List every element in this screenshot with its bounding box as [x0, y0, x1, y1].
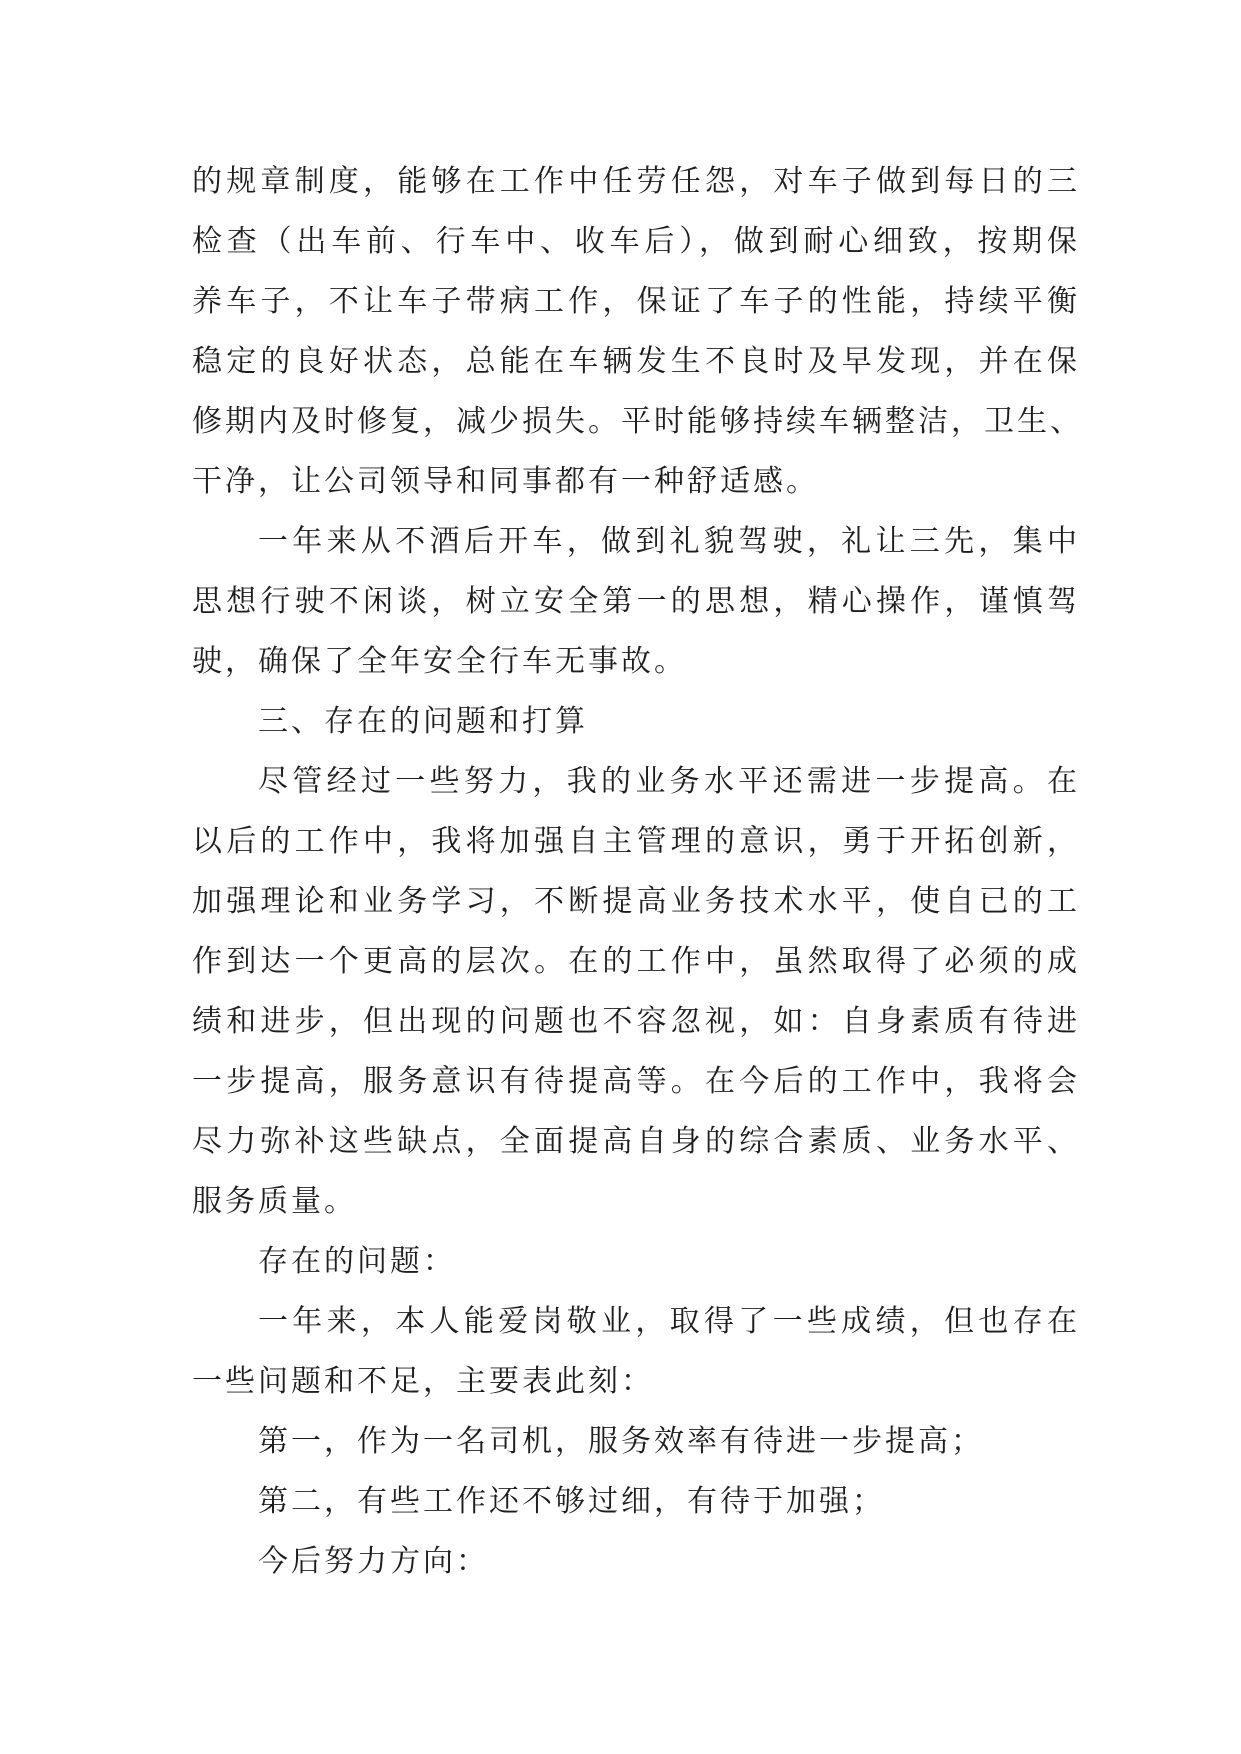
- text-line: 第二，有些工作还不够过细，有待于加强；: [258, 1484, 885, 1519]
- paragraph: [192, 1472, 1080, 1532]
- text-line: 修期内及时修复，减少损失。平时能够持续车辆整洁，卫生、: [192, 404, 1083, 439]
- paragraph: [192, 1232, 1080, 1292]
- text-line: 尽力弥补这些缺点，全面提高自身的综合素质、业务水平、: [192, 1124, 1080, 1159]
- text-line: 第一，作为一名司机，服务效率有待进一步提高；: [258, 1424, 984, 1459]
- paragraph: [192, 1292, 1080, 1412]
- text-line: 驶，确保了全年安全行车无事故。: [192, 644, 687, 679]
- text-line: 养车子，不让车子带病工作，保证了车子的性能，持续平衡: [192, 284, 1080, 319]
- text-line: 一年来，本人能爱岗敬业，取得了一些成绩，但也存在: [258, 1304, 1080, 1339]
- text-line: 绩和进步，但出现的问题也不容忽视，如：自身素质有待进: [192, 1004, 1080, 1039]
- paragraph: [192, 152, 1083, 512]
- text-line: 一年来从不酒后开车，做到礼貌驾驶，礼让三先，集中: [258, 524, 1080, 559]
- text-line: 加强理论和业务学习，不断提高业务技术水平，使自已的工: [192, 884, 1080, 919]
- paragraph: [192, 512, 1080, 692]
- text-line: 一步提高，服务意识有待提高等。在今后的工作中，我将会: [192, 1064, 1080, 1099]
- text-line: 今后努力方向：: [258, 1544, 489, 1579]
- text-line: 干净，让公司领导和同事都有一种舒适感。: [192, 464, 819, 499]
- text-line: 稳定的良好状态，总能在车辆发生不良时及早发现，并在保: [192, 344, 1080, 379]
- text-line: 尽管经过一些努力，我的业务水平还需进一步提高。在: [258, 764, 1080, 799]
- section-heading: [192, 692, 1080, 752]
- paragraph: [192, 1412, 1080, 1472]
- text-line: 作到达一个更高的层次。在的工作中，虽然取得了必须的成: [192, 944, 1080, 979]
- text-line: 服务质量。: [192, 1184, 357, 1219]
- paragraph: [192, 752, 1080, 1232]
- text-line: 存在的问题：: [258, 1244, 456, 1279]
- text-line: 思想行驶不闲谈，树立安全第一的思想，精心操作，谨慎驾: [192, 584, 1080, 619]
- section-heading-text: 三、存在的问题和打算: [258, 704, 588, 739]
- text-line: 一些问题和不足，主要表此刻：: [192, 1364, 654, 1399]
- text-line: 的规章制度，能够在工作中任劳任怨，对车子做到每日的三: [192, 164, 1080, 199]
- paragraph: [192, 1532, 1080, 1592]
- text-line: 以后的工作中，我将加强自主管理的意识，勇于开拓创新，: [192, 824, 1080, 859]
- document-body: [192, 152, 1083, 1592]
- text-line: 检查（出车前、行车中、收车后），做到耐心细致，按期保: [192, 224, 1080, 259]
